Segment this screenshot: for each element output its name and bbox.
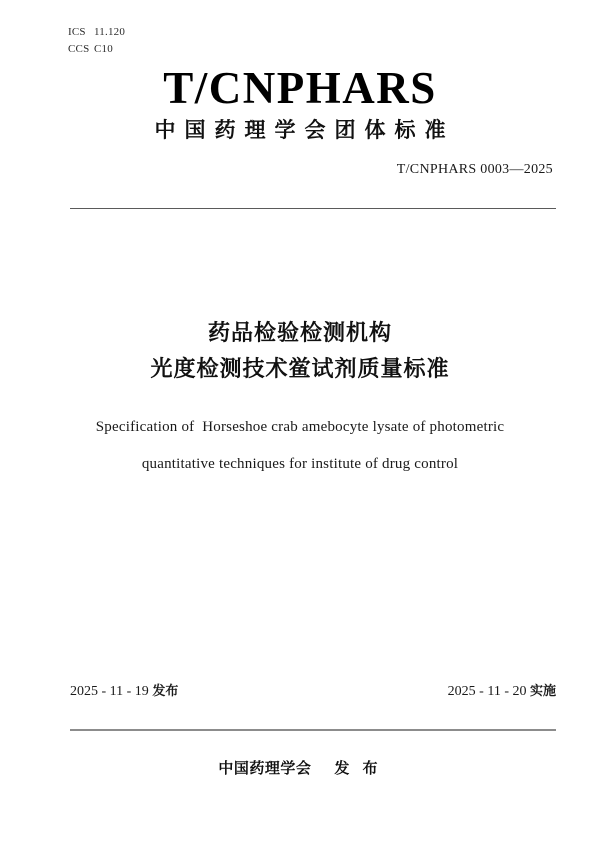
publisher-separator (311, 759, 334, 777)
standard-wordmark: T/CNPHARS (163, 63, 437, 113)
issue-date-value: 2025 - 11 - 19 (70, 684, 153, 699)
title-chinese-line-1: 药品检验检测机构 (207, 321, 392, 346)
dates-row (70, 680, 556, 700)
effective-date (448, 680, 556, 700)
effective-date-label: 实施 (529, 684, 556, 699)
ics-value: 11.120 (94, 26, 126, 38)
title-english-line-1: Specification of Horseshoe crab amebocyte lysate of photometric (95, 419, 505, 435)
publisher-name: 中国药理学会 (218, 759, 312, 777)
title-block (0, 316, 600, 483)
ccs-label: CCS (68, 43, 90, 55)
title-chinese-line-2: 光度检测技术鲎试剂质量标准 (150, 357, 450, 382)
publisher-verb: 发 布 (334, 759, 382, 777)
ics-label: ICS (68, 26, 86, 38)
issue-date (70, 680, 178, 700)
issuing-organization-line: 中国药理学会团体标准 (154, 118, 455, 142)
classification-codes (68, 24, 125, 58)
footer-divider (70, 729, 556, 731)
publisher-footer (0, 757, 600, 778)
header-divider (70, 208, 556, 209)
title-english-line-2: quantitative techniques for institute of drug control (141, 456, 459, 472)
ics-code-row (68, 24, 125, 41)
effective-date-value: 2025 - 11 - 20 (447, 684, 530, 699)
ccs-value: C10 (94, 43, 113, 55)
ccs-code-row (68, 41, 125, 58)
issue-date-label: 发布 (152, 684, 179, 699)
standard-number: T/CNPHARS 0003—2025 (396, 162, 553, 177)
